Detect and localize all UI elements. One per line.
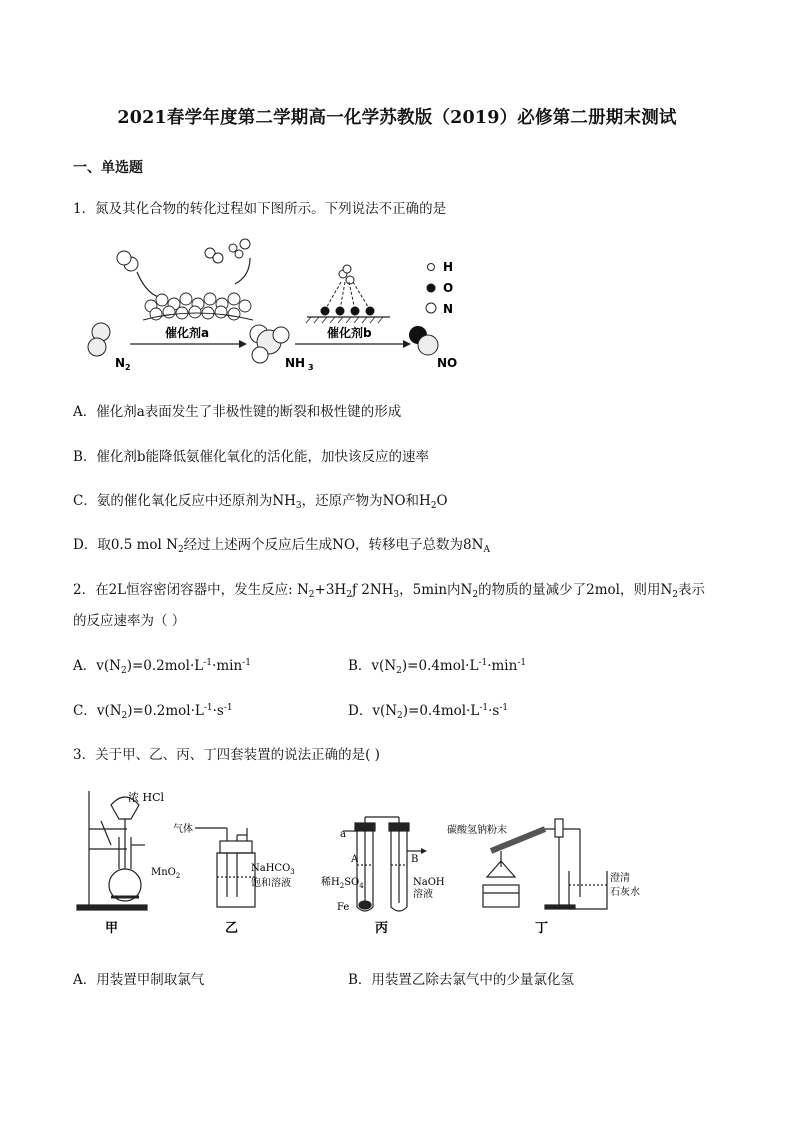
legend-n: N xyxy=(443,302,454,316)
n2-label: N xyxy=(115,356,126,370)
q1-option-c[interactable] xyxy=(73,489,448,511)
superscript: -1 xyxy=(223,703,233,713)
subscript: 2 xyxy=(308,590,315,600)
question-1-stem: 1．氮及其化合物的转化过程如下图所示。下列说法不正确的是 xyxy=(73,201,447,217)
conc-hcl-label: 浓 HCl xyxy=(128,791,165,804)
n2-subscript: 2 xyxy=(125,363,131,372)
section-heading: 一、单选题 xyxy=(73,160,143,176)
subscript: 2 xyxy=(120,666,127,676)
h2so4-label: 稀$H_2SO_4$ xyxy=(321,877,364,890)
superscript: -1 xyxy=(479,703,489,713)
B-label: B xyxy=(411,854,419,865)
naoh-label: NaOH xyxy=(413,877,445,888)
apparatus-yi xyxy=(195,828,255,907)
q2-option-c[interactable] xyxy=(73,699,233,721)
superscript: -1 xyxy=(242,658,251,668)
catalyst-b-label: 催化剂b xyxy=(327,326,372,340)
superscript: -1 xyxy=(499,703,509,713)
q2-option-a-text: )=0.2mol·L xyxy=(126,658,204,674)
legend-h: H xyxy=(443,260,454,274)
q2-option-d-text: ·s xyxy=(488,703,500,719)
q2-option-a-text: A．v(N xyxy=(73,658,121,674)
legend-o: O xyxy=(443,281,454,295)
subscript: 2 xyxy=(397,711,403,721)
question-2-stem xyxy=(73,578,705,600)
q2-option-c-text: C．v(N xyxy=(73,703,122,719)
q2-option-b[interactable] xyxy=(348,654,526,676)
q2-option-b-text: )=0.4mol·L xyxy=(401,658,479,674)
clear-label: 澄清 xyxy=(610,873,630,884)
q3-option-a[interactable]: A．用装置甲制取氯气 xyxy=(73,972,205,988)
jia-label: 甲 xyxy=(105,921,119,936)
gas-label: 气体 xyxy=(173,824,193,835)
limewater-label: 石灰水 xyxy=(610,887,640,898)
mno2-label: MnO$_2$ xyxy=(151,867,181,880)
q1-figure xyxy=(85,236,475,376)
q2-text: 表示 xyxy=(678,582,705,598)
yi-label: 乙 xyxy=(225,921,239,936)
subscript: 2 xyxy=(672,590,678,600)
superscript: -1 xyxy=(478,658,488,668)
superscript: -1 xyxy=(203,703,213,713)
fe-label: Fe xyxy=(337,902,350,913)
q3-option-b[interactable]: B．用装置乙除去氯气中的少量氯化氢 xyxy=(348,972,574,988)
q2-text: 的物质的量减少了2mol，则用N xyxy=(478,582,673,598)
superscript: -1 xyxy=(203,658,213,668)
subscript: 2 xyxy=(472,590,479,600)
bing-label: 丙 xyxy=(375,921,389,936)
q2-option-d[interactable] xyxy=(348,699,508,721)
question-3-stem: 3．关于甲、乙、丙、丁四套装置的说法正确的是( ) xyxy=(73,747,380,763)
subscript: 2 xyxy=(121,711,128,721)
q2-option-c-text: ·s xyxy=(212,703,224,719)
solution-label: 溶液 xyxy=(413,889,433,900)
q2-option-b-text: ·min xyxy=(487,658,518,674)
q2-option-d-text: D．v(N xyxy=(348,703,398,719)
page-title: 2021春学年度第二学期高一化学苏教版（2019）必修第二册期末测试 xyxy=(117,108,677,128)
q1-option-d-text: D．取0.5 mol N xyxy=(73,537,178,553)
q2-option-c-text: )=0.2mol·L xyxy=(127,703,204,719)
q2-text: +3H xyxy=(314,582,347,598)
a-label: a xyxy=(340,829,346,840)
q1-option-c-text: ，还原产物为NO和H xyxy=(301,493,431,509)
ding-label: 丁 xyxy=(535,921,549,936)
q1-option-c-text: O xyxy=(436,493,448,509)
nahco3-label: NaHCO$_3$ xyxy=(251,863,295,876)
q3-figure xyxy=(75,785,640,940)
q2-text: 2．在2L恒容密闭容器中，发生反应: N xyxy=(73,582,309,598)
subscript: A xyxy=(483,545,490,555)
subscript: 2 xyxy=(396,666,402,676)
nahco3-powder-label: 碳酸氢钠粉末 xyxy=(447,825,507,836)
subscript: 2 xyxy=(430,501,437,511)
no-label: NO xyxy=(437,356,458,370)
q1-option-c-text: C．氨的催化氧化反应中还原剂为NH xyxy=(73,493,296,509)
superscript: -1 xyxy=(517,658,527,668)
saturated-label: 饱和溶液 xyxy=(251,878,291,889)
A-label: A xyxy=(351,854,359,865)
subscript: 2 xyxy=(177,545,184,555)
q2-text: ，5min内N xyxy=(399,582,473,598)
nh3-label: NH xyxy=(285,356,306,370)
q2-option-a-text: ·min xyxy=(212,658,243,674)
apparatus-jia xyxy=(77,791,147,910)
q1-option-b[interactable]: B．催化剂b能降低氨催化氧化的活化能，加快该反应的速率 xyxy=(73,449,430,465)
q2-option-b-text: B．v(N xyxy=(348,658,397,674)
q1-option-d-text: 经过上述两个反应后生成NO，转移电子总数为8N xyxy=(183,537,484,553)
subscript: 3 xyxy=(295,501,302,511)
nh3-subscript: 3 xyxy=(308,363,314,372)
catalyst-a-label: 催化剂a xyxy=(165,326,210,340)
q1-option-a[interactable]: A．催化剂a表面发生了非极性键的断裂和极性键的形成 xyxy=(73,404,402,420)
q2-option-a[interactable] xyxy=(73,654,251,676)
subscript: 2 xyxy=(346,590,352,600)
q2-text: ƒ 2NH xyxy=(351,582,394,598)
question-2-stem-line2: 的反应速率为（ ） xyxy=(73,613,186,629)
subscript: 3 xyxy=(393,590,400,600)
q2-option-d-text: )=0.4mol·L xyxy=(402,703,480,719)
q1-option-d[interactable] xyxy=(73,533,490,555)
